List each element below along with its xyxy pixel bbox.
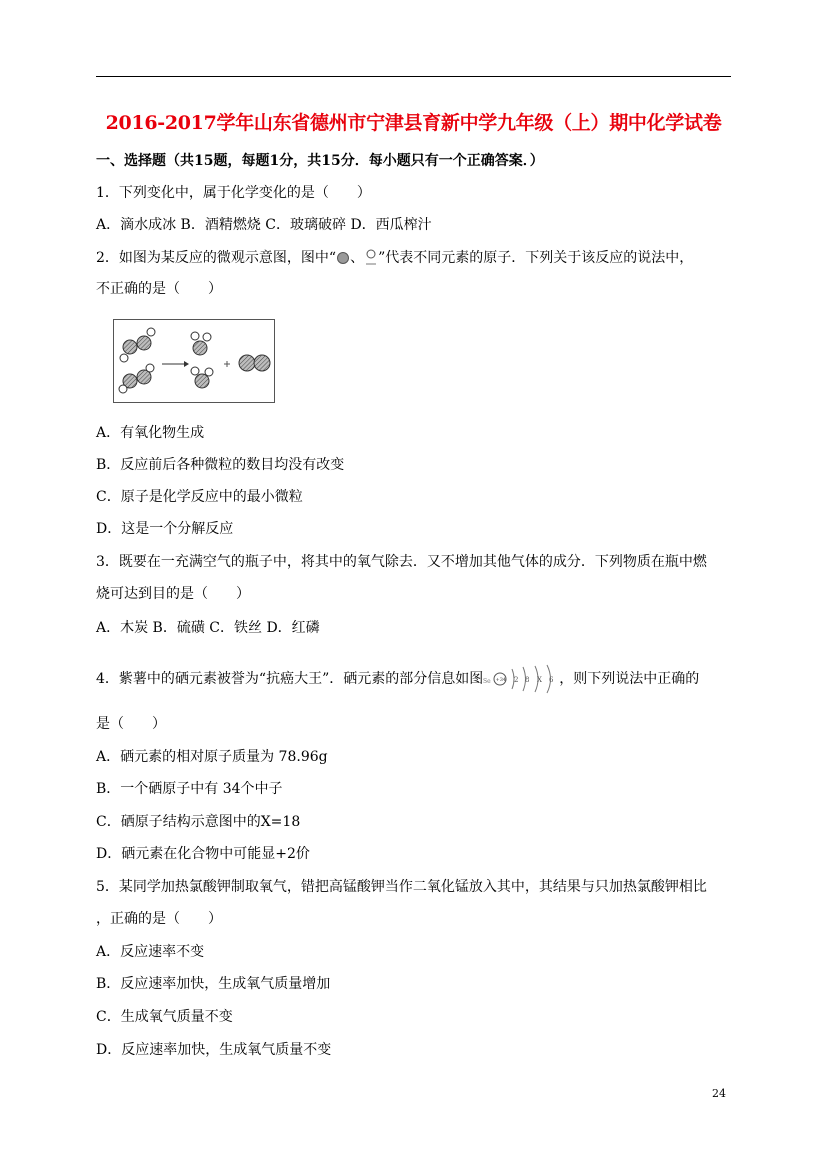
reactant-1-atom-c [147, 328, 155, 336]
question-5-option-c: C．生成氧气质量不变 [96, 1009, 233, 1025]
reactant-1-atom-d [120, 354, 128, 362]
reactant-2-atom-d [119, 385, 127, 393]
question-4-option-d: D．硒元素在化合物中可能显+2价 [96, 846, 310, 862]
nucleus-charge-label: +34 [495, 677, 507, 683]
page-number: 24 [712, 1087, 726, 1100]
question-4-stem-line2: 是（ ） [96, 716, 166, 732]
question-4-option-b: B．一个硒原子中有 34个中子 [96, 781, 283, 797]
question-2-option-a: A．有氧化物生成 [96, 425, 205, 441]
question-2-stem [96, 247, 693, 267]
question-4-option-a: A．硒元素的相对原子质量为 78.96g [96, 749, 328, 765]
reaction-microscopic-diagram [114, 320, 274, 402]
product-1-atom-c [203, 333, 211, 341]
question-3-stem-line1: 3．既要在一充满空气的瓶子中，将其中的氧气除去．又不增加其他气体的成分．下列物质在瓶中燃 [96, 554, 707, 570]
reaction-arrowhead [184, 361, 189, 367]
question-2-stem-line2: 不正确的是（ ） [96, 281, 222, 297]
product-2-atom-b [191, 367, 199, 375]
question-2-stem-sep: 、 [350, 250, 365, 266]
shell-4-count: 6 [549, 676, 554, 684]
question-3-options: A．木炭 B．硫磺 C．铁丝 D．红磷 [96, 620, 320, 636]
product-3-atom-b [254, 355, 270, 371]
question-3-stem-line2: 烧可达到目的是（ ） [96, 586, 250, 602]
shell-1-count: 2 [514, 676, 519, 684]
reactant-1-atom-a [123, 340, 137, 354]
question-4-option-c: C．硒原子结构示意图中的X=18 [96, 814, 301, 830]
product-3-atom-a [239, 355, 255, 371]
question-2-option-c: C．原子是化学反应中的最小微粒 [96, 489, 303, 505]
question-4-stem-part1: 4．紫薯中的硒元素被誉为“抗癌大王”．硒元素的部分信息如图 [96, 671, 484, 687]
product-1-atom-b [191, 332, 199, 340]
exam-title: 2016-2017学年山东省德州市宁津县育新中学九年级（上）期中化学试卷 [105, 112, 722, 134]
product-1-atom-a [193, 341, 207, 355]
question-5-stem-line1: 5．某同学加热氯酸钾制取氧气，错把高锰酸钾当作二氧化锰放入其中，其结果与只加热氯酸钾相比 [96, 879, 707, 895]
question-4-stem [96, 664, 699, 694]
question-5-option-b: B．反应速率加快，生成氧气质量增加 [96, 976, 331, 992]
header-rule [96, 76, 731, 77]
question-2-stem-part2: ”代表不同元素的原子．下列关于该反应的说法中， [378, 250, 694, 266]
white-atom-icon [364, 249, 378, 267]
reactant-2-atom-c [146, 364, 154, 372]
shell-2-count: 8 [525, 676, 530, 684]
question-2-stem-part1: 2．如图为某反应的微观示意图，图中“ [96, 250, 337, 266]
reactant-1-atom-b [137, 336, 151, 350]
question-2-option-d: D．这是一个分解反应 [96, 521, 234, 537]
question-5-option-a: A．反应速率不变 [96, 944, 205, 960]
question-5-stem-line2: ，正确的是（ ） [96, 911, 222, 927]
reaction-diagram [113, 319, 275, 403]
question-1-options: A．滴水成冰 B．酒精燃烧 C．玻璃破碎 D．西瓜榨汁 [96, 217, 432, 233]
product-2-atom-a [195, 374, 209, 388]
product-2-atom-c [205, 368, 213, 376]
gray-atom-icon [336, 251, 350, 265]
section-heading: 一、选择题（共15题，每题1分，共15分．每小题只有一个正确答案．） [96, 153, 544, 169]
question-1-stem: 1．下列变化中，属于化学变化的是（ ） [96, 185, 371, 201]
atom-symbol-fragment: Se [483, 678, 491, 685]
question-2-option-b: B．反应前后各种微粒的数目均没有改变 [96, 457, 345, 473]
question-5-option-d: D．反应速率加快，生成氧气质量不变 [96, 1042, 332, 1058]
shell-3-count: X [537, 676, 543, 684]
question-4-stem-part2: ，则下列说法中正确的 [559, 671, 700, 687]
selenium-atom-structure-icon [483, 664, 559, 694]
